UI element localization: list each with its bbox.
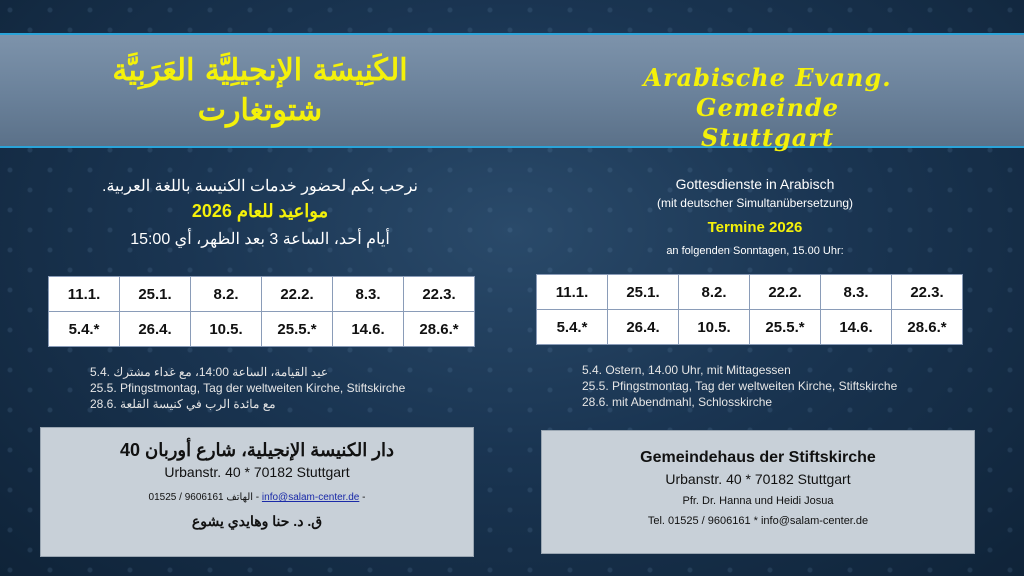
arabic-box-address: Urbanstr. 40 * 70182 Stuttgart bbox=[164, 464, 350, 480]
arabic-box-pastors: ق. د. حنا وهايدي يشوع bbox=[191, 513, 323, 529]
german-notes bbox=[582, 362, 982, 410]
german-title-line2: Stuttgart bbox=[700, 123, 835, 152]
arabic-church-title bbox=[105, 51, 415, 131]
arabic-dates-table bbox=[48, 276, 475, 347]
date-cell: 14.6. bbox=[821, 310, 892, 345]
note-line: 25.5. Pfingstmontag, Tag der weltweiten Kirche, Stiftskirche bbox=[582, 379, 898, 393]
note-line: 5.4. Ostern, 14.00 Uhr, mit Mittagessen bbox=[582, 363, 791, 377]
email-suffix: - bbox=[359, 492, 366, 503]
header-banner bbox=[0, 33, 1024, 152]
phone-text: 01525 / 9606161 الهاتف - bbox=[148, 492, 260, 503]
arabic-time-line: أيام أحد، الساعة 3 بعد الظهر، أي 15:00 bbox=[130, 231, 390, 248]
date-cell: 26.4. bbox=[120, 312, 191, 347]
date-cell: 8.3. bbox=[821, 275, 892, 310]
arabic-box-contact bbox=[41, 492, 473, 503]
date-cell: 11.1. bbox=[49, 277, 120, 312]
note-line: 28.6. مع مائدة الرب في كنيسة القلعة bbox=[90, 397, 276, 411]
email-link[interactable]: info@salam-center.de bbox=[261, 492, 360, 503]
german-time-line: an folgenden Sonntagen, 15.00 Uhr: bbox=[666, 245, 844, 257]
date-cell: 25.5.* bbox=[750, 310, 821, 345]
german-box-address: Urbanstr. 40 * 70182 Stuttgart bbox=[665, 471, 851, 487]
date-cell: 25.5.* bbox=[262, 312, 333, 347]
arabic-year-heading: مواعيد للعام 2026 bbox=[191, 201, 329, 221]
german-subheading: (mit deutscher Simultanübersetzung) bbox=[656, 196, 854, 210]
date-cell: 8.2. bbox=[191, 277, 262, 312]
table-row bbox=[537, 275, 963, 310]
date-cell: 11.1. bbox=[537, 275, 608, 310]
date-cell: 8.2. bbox=[679, 275, 750, 310]
german-box-title: Gemeindehaus der Stiftskirche bbox=[640, 449, 876, 466]
date-cell: 22.3. bbox=[892, 275, 963, 310]
german-church-title bbox=[575, 63, 960, 153]
date-cell: 25.1. bbox=[608, 275, 679, 310]
german-address-box bbox=[541, 430, 975, 554]
date-cell: 10.5. bbox=[191, 312, 262, 347]
date-cell: 26.4. bbox=[608, 310, 679, 345]
german-year-heading: Termine 2026 bbox=[707, 219, 803, 236]
date-cell: 22.2. bbox=[750, 275, 821, 310]
date-cell: 10.5. bbox=[679, 310, 750, 345]
arabic-address-box bbox=[40, 427, 474, 557]
date-cell: 22.3. bbox=[404, 277, 475, 312]
date-cell: 28.6.* bbox=[892, 310, 963, 345]
date-cell: 8.3. bbox=[333, 277, 404, 312]
date-cell: 22.2. bbox=[262, 277, 333, 312]
date-cell: 25.1. bbox=[120, 277, 191, 312]
date-cell: 5.4.* bbox=[537, 310, 608, 345]
arabic-notes bbox=[90, 364, 470, 412]
german-box-pastors: Pfr. Dr. Hanna und Heidi Josua bbox=[682, 495, 834, 507]
german-dates-table bbox=[536, 274, 963, 345]
date-cell: 14.6. bbox=[333, 312, 404, 347]
date-cell: 5.4.* bbox=[49, 312, 120, 347]
german-title-line1: Arabische Evang. Gemeinde bbox=[643, 63, 892, 122]
arabic-welcome-text: نرحب بكم لحضور خدمات الكنيسة باللغة العربية. bbox=[102, 178, 418, 195]
arabic-box-title: دار الكنيسة الإنجيلية، شارع أوربان 40 bbox=[119, 440, 395, 460]
date-cell: 28.6.* bbox=[404, 312, 475, 347]
table-row bbox=[537, 310, 963, 345]
note-line: 28.6. mit Abendmahl, Schlosskirche bbox=[582, 395, 773, 409]
table-row bbox=[49, 277, 475, 312]
german-box-contact: Tel. 01525 / 9606161 * info@salam-center.de bbox=[647, 515, 869, 527]
note-line: 5.4. عيد القيامة، الساعة 14:00، مع غداء مشترك bbox=[90, 365, 329, 379]
arabic-title-line2: شتوتغارت bbox=[197, 93, 323, 128]
table-row bbox=[49, 312, 475, 347]
german-heading: Gottesdienste in Arabisch bbox=[675, 176, 835, 192]
note-line: 25.5. Pfingstmontag, Tag der weltweiten Kirche, Stiftskirche bbox=[90, 381, 406, 395]
arabic-title-line1: الكَنِيسَة الإنجيلِيَّة العَرَبِيَّة bbox=[112, 53, 408, 88]
